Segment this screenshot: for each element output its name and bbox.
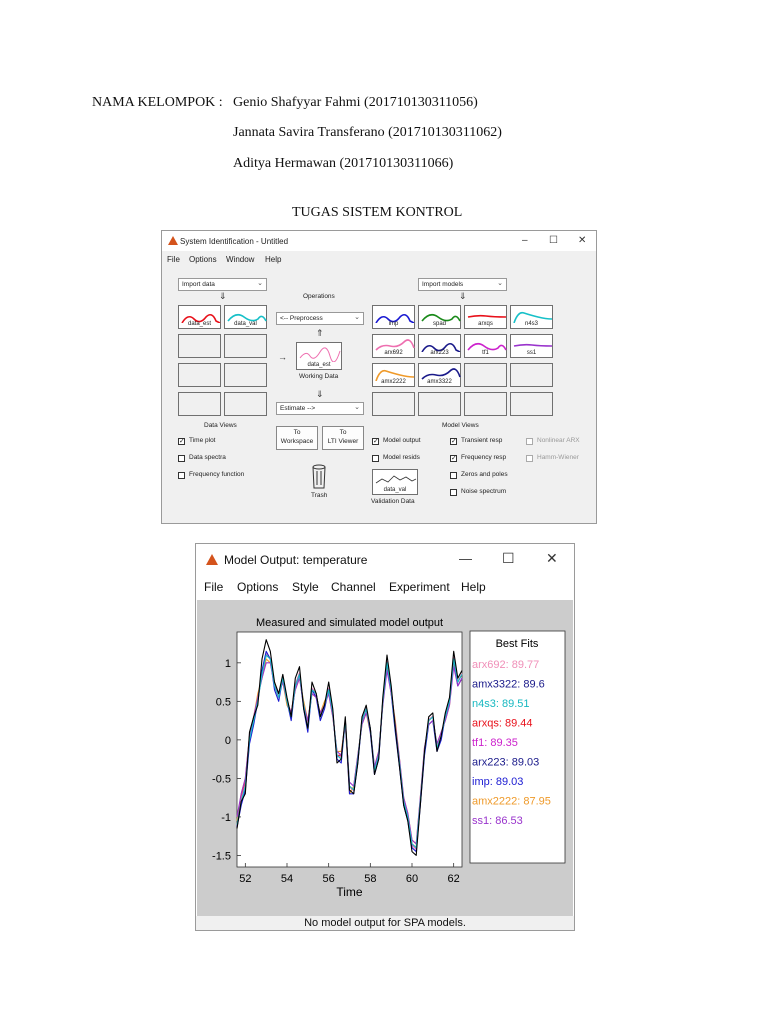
- model-output-chart[interactable]: [197, 600, 573, 916]
- close-button[interactable]: ✕: [546, 550, 558, 566]
- model-slot-arx692[interactable]: [372, 334, 415, 358]
- import-data-dropdown[interactable]: [178, 278, 267, 291]
- maximize-button[interactable]: ☐: [549, 235, 558, 246]
- slot-label: data_val: [234, 321, 257, 327]
- chevron-down-icon: ⌄: [257, 280, 263, 287]
- menu-style[interactable]: Style: [292, 580, 319, 594]
- model-slot-arxqs[interactable]: [464, 305, 507, 329]
- menu-options[interactable]: Options: [237, 580, 279, 594]
- empty-model-slot[interactable]: [464, 392, 507, 416]
- empty-model-slot[interactable]: [418, 392, 461, 416]
- model-view-c0-checkbox: [526, 438, 533, 445]
- model-output-titlebar: [196, 544, 574, 576]
- model-view-b3-checkbox[interactable]: [450, 489, 457, 496]
- data-view-2-label: Frequency function: [189, 471, 245, 478]
- slot-label: ss1: [526, 350, 537, 356]
- model-view-b2-label: Zeros and poles: [461, 471, 508, 478]
- model-view-a0-checkbox[interactable]: ✓: [373, 438, 379, 445]
- empty-data-slot[interactable]: [224, 392, 267, 416]
- menu-experiment[interactable]: Experiment: [389, 580, 450, 594]
- empty-data-slot[interactable]: [178, 334, 221, 358]
- best-fit-entry[interactable]: amx2222: 87.95: [472, 795, 551, 808]
- preprocess-label: <-- Preprocess: [280, 315, 323, 322]
- menu-options[interactable]: Options: [189, 255, 217, 264]
- x-tick-label: 62: [447, 873, 460, 885]
- best-fit-entry[interactable]: tf1: 89.35: [472, 737, 518, 749]
- model-view-c1-checkbox: [526, 455, 533, 462]
- best-fit-entry[interactable]: amx3322: 89.6: [472, 678, 545, 691]
- data-slot-data_val[interactable]: [224, 305, 267, 329]
- model-view-c0-label: Nonlinear ARX: [537, 437, 580, 444]
- import-models-dropdown[interactable]: [418, 278, 507, 291]
- operations-label: Operations: [303, 293, 335, 300]
- best-fit-entry[interactable]: arx223: 89.03: [472, 756, 540, 769]
- down-arrow-icon: ⇓: [316, 389, 324, 399]
- model-view-b1-checkbox[interactable]: ✓: [451, 455, 457, 462]
- data-view-1-checkbox[interactable]: [178, 455, 185, 462]
- best-fit-entry[interactable]: ss1: 86.53: [472, 815, 523, 827]
- model-slot-amx2222[interactable]: [372, 363, 415, 387]
- working-data-slot[interactable]: [296, 342, 342, 370]
- data-slot-data_est[interactable]: [178, 305, 221, 329]
- to-lti-line2: LTI Viewer: [327, 438, 359, 445]
- model-slot-ss1[interactable]: [510, 334, 553, 358]
- best-fit-entry[interactable]: arxqs: 89.44: [472, 717, 533, 730]
- menu-file[interactable]: File: [167, 255, 180, 264]
- slot-label: data_est: [187, 321, 212, 327]
- empty-model-slot[interactable]: [510, 363, 553, 387]
- status-bar: No model output for SPA models.: [196, 916, 574, 930]
- best-fit-entry[interactable]: arx692: 89.77: [472, 659, 540, 671]
- best-fits-title: Best Fits: [495, 638, 539, 650]
- empty-data-slot[interactable]: [178, 363, 221, 387]
- menu-window[interactable]: Window: [226, 255, 255, 264]
- model-view-b2-checkbox[interactable]: [450, 472, 457, 479]
- menu-help[interactable]: Help: [461, 580, 486, 594]
- matlab-logo-icon: [206, 554, 218, 565]
- slot-label: arx223: [430, 350, 449, 356]
- empty-data-slot[interactable]: [224, 334, 267, 358]
- right-arrow-icon: →: [278, 352, 287, 362]
- data-view-0-label: Time plot: [189, 437, 216, 444]
- slot-label: amx3322: [427, 379, 452, 385]
- matlab-logo-icon: [168, 236, 178, 245]
- model-view-a0-label: Model output: [383, 437, 421, 444]
- menu-file[interactable]: File: [204, 580, 224, 594]
- menu-channel[interactable]: Channel: [331, 580, 376, 594]
- to-lti-viewer-button[interactable]: [322, 426, 364, 450]
- trash-icon[interactable]: [311, 464, 327, 490]
- model-view-b1-label: Frequency resp: [461, 454, 507, 461]
- model-slot-imp[interactable]: [372, 305, 415, 329]
- estimate-dropdown[interactable]: [276, 402, 364, 415]
- y-tick-label: 0: [224, 734, 231, 747]
- model-output-title: Model Output: temperature: [224, 553, 368, 567]
- empty-data-slot[interactable]: [178, 392, 221, 416]
- import-models-label: Import models: [422, 281, 464, 288]
- to-workspace-line1: To: [293, 429, 301, 436]
- sysid-titlebar: [162, 231, 596, 251]
- empty-model-slot[interactable]: [372, 392, 415, 416]
- up-arrow-icon: ⇑: [316, 328, 324, 338]
- working-data-label: Working Data: [299, 373, 339, 380]
- x-tick-label: 52: [239, 873, 252, 885]
- chart-title: Measured and simulated model output: [255, 617, 444, 629]
- sysid-window: [161, 230, 597, 524]
- data-view-2-checkbox[interactable]: [178, 472, 185, 479]
- x-tick-label: 58: [364, 873, 377, 885]
- y-tick-label: 1: [224, 657, 231, 670]
- slot-label: amx2222: [381, 379, 406, 385]
- sysid-title: System Identification - Untitled: [180, 237, 289, 246]
- validation-data-slot[interactable]: [372, 469, 418, 495]
- minimize-button[interactable]: —: [459, 551, 472, 566]
- model-view-b0-checkbox[interactable]: ✓: [451, 438, 457, 445]
- assignment-title: TUGAS SISTEM KONTROL: [292, 205, 463, 220]
- best-fit-entry[interactable]: n4s3: 89.51: [472, 698, 530, 710]
- model-view-a1-checkbox[interactable]: [372, 455, 379, 462]
- member-2: Jannata Savira Transferano (201710130311062): [233, 125, 502, 140]
- model-view-b3-label: Noise spectrum: [461, 488, 507, 495]
- figure-area: [197, 600, 573, 916]
- sysid-menubar: [162, 253, 596, 265]
- data-views-title: Data Views: [204, 422, 237, 429]
- data-view-1-label: Data spectra: [189, 454, 226, 461]
- x-tick-label: 60: [405, 873, 419, 885]
- chevron-down-icon: ⌄: [354, 314, 360, 321]
- group-label: NAMA KELOMPOK :: [92, 95, 223, 110]
- import-data-label: Import data: [182, 281, 215, 288]
- preprocess-dropdown[interactable]: [276, 312, 364, 325]
- to-lti-line1: To: [339, 429, 347, 436]
- trash-label: Trash: [311, 492, 328, 499]
- y-tick-label: -1: [221, 811, 231, 824]
- best-fit-entry[interactable]: imp: 89.03: [472, 776, 524, 788]
- estimate-label: Estimate -->: [280, 405, 316, 412]
- model-view-b0-label: Transient resp: [461, 437, 503, 444]
- slot-label: imp: [388, 321, 399, 327]
- x-tick-label: 54: [280, 873, 294, 885]
- working-data-name: data_est: [307, 362, 331, 368]
- model-view-a1-label: Model resids: [383, 454, 420, 461]
- down-arrow-icon: ⇓: [219, 291, 227, 301]
- to-workspace-button[interactable]: [276, 426, 318, 450]
- y-tick-label: -0.5: [212, 773, 231, 786]
- y-tick-label: 0.5: [215, 696, 231, 709]
- to-workspace-line2: Workspace: [280, 438, 314, 445]
- maximize-button[interactable]: ☐: [502, 550, 515, 566]
- slot-label: n4s3: [524, 321, 538, 327]
- model-output-window: [195, 543, 575, 931]
- validation-data-name: data_val: [383, 487, 407, 493]
- minimize-button[interactable]: –: [522, 235, 528, 246]
- member-1: Genio Shafyyar Fahmi (201710130311056): [233, 95, 478, 110]
- model-slot-n4s3[interactable]: [510, 305, 553, 329]
- model-slot-tf1[interactable]: [464, 334, 507, 358]
- model-slot-amx3322[interactable]: [418, 363, 461, 387]
- model-slot-arx223[interactable]: [418, 334, 461, 358]
- close-button[interactable]: ✕: [578, 235, 587, 246]
- chevron-down-icon: ⌄: [497, 280, 503, 287]
- empty-model-slot[interactable]: [510, 392, 553, 416]
- empty-model-slot[interactable]: [464, 363, 507, 387]
- down-arrow-icon: ⇓: [459, 291, 467, 301]
- model-view-c1-label: Hamm-Wiener: [537, 454, 579, 461]
- model-views-title: Model Views: [442, 422, 479, 429]
- working-data-thumbnail: [298, 344, 342, 362]
- slot-label: arx692: [384, 350, 403, 356]
- menu-help[interactable]: Help: [265, 255, 282, 264]
- slot-label: tf1: [482, 350, 489, 356]
- empty-data-slot[interactable]: [224, 363, 267, 387]
- chevron-down-icon: ⌄: [354, 404, 360, 411]
- validation-data-label: Validation Data: [371, 498, 415, 505]
- y-tick-label: -1.5: [212, 850, 231, 863]
- x-axis-label: Time: [336, 885, 363, 899]
- x-tick-label: 56: [322, 873, 335, 885]
- member-3: Aditya Hermawan (201710130311066): [233, 156, 454, 171]
- model-slot-spad[interactable]: [418, 305, 461, 329]
- slot-label: spad: [432, 321, 446, 327]
- data-view-0-checkbox[interactable]: ✓: [179, 438, 185, 445]
- slot-label: arxqs: [478, 321, 493, 327]
- validation-data-thumbnail: [374, 471, 418, 487]
